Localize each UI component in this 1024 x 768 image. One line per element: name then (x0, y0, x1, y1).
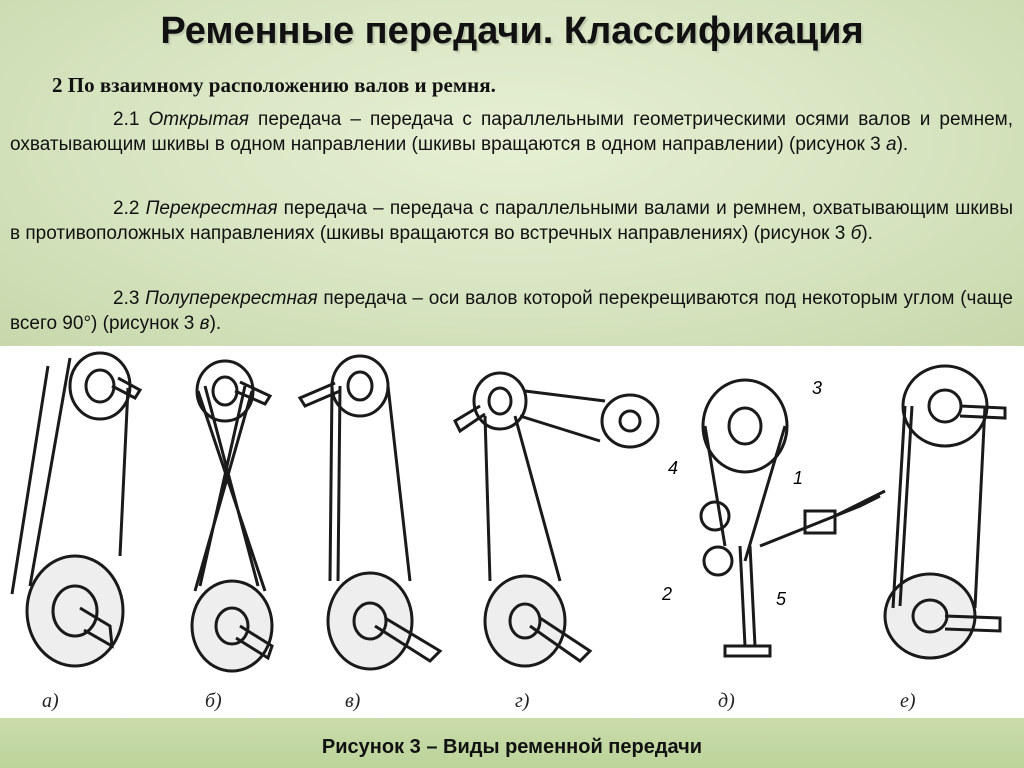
figure-label-g: г) (515, 690, 530, 712)
paragraph-end: ). (896, 134, 909, 155)
belt-drive-figure (0, 346, 1024, 718)
callout-3: 3 (812, 378, 823, 398)
paragraph-number: 2.3 (113, 288, 140, 309)
callout-5: 5 (776, 589, 787, 609)
paragraph-number: 2.1 (113, 109, 140, 130)
paragraph-text: передача – передача с параллельными геометрическими осями валов и ремнем, охватывающим шкивы в одном направлении (шкивы вращаются в одном направлении) (рисунок 3 (10, 109, 1013, 155)
diagram-crossed-drive (192, 361, 272, 671)
paragraph-crossed-drive (10, 196, 1013, 246)
paragraph-end: ). (209, 313, 222, 334)
callout-1: 1 (793, 468, 804, 488)
slide-title: Ременные передачи. Классификация (160, 10, 864, 52)
figure-label-b: б) (205, 690, 222, 712)
paragraph-term: Открытая (148, 109, 249, 130)
paragraph-open-drive (10, 107, 1013, 157)
paragraph-term: Перекрестная (145, 198, 278, 219)
diagram-open-drive (12, 353, 140, 666)
paragraph-end: ). (861, 223, 873, 244)
figure-label-v: в) (345, 690, 361, 712)
diagram-half-crossed-drive (300, 356, 440, 669)
figure-label-d: д) (718, 690, 735, 712)
figure-reference: в (199, 313, 210, 334)
paragraph-number: 2.2 (113, 198, 140, 219)
diagram-guide-pulley-drive (701, 380, 885, 656)
paragraph-term: Полуперекрестная (145, 288, 318, 309)
callout-4: 4 (668, 458, 679, 478)
figure-caption: Рисунок 3 – Виды ременной передачи (321, 736, 703, 758)
figure-reference: а (886, 134, 897, 155)
figure-label-e: е) (900, 690, 916, 712)
paragraph-text: передача – передача с параллельными валами и ремнем, охватывающим шкивы в противоположных направлениях (шкивы вращаются во встречных направлениях) (рисунок 3 (10, 198, 1013, 244)
diagram-angled-drive (455, 373, 658, 666)
figure-reference: б (850, 223, 862, 244)
paragraph-text: передача – оси валов которой перекрещиваются под некоторым углом (чаще всего 90°) (рисунок 3 (10, 288, 1013, 334)
callout-2: 2 (662, 584, 673, 604)
section-subheading: 2 По взаимному расположению валов и ремня. (52, 73, 496, 97)
diagram-vertical-drive (885, 366, 1005, 658)
paragraph-half-crossed-drive (10, 286, 1013, 336)
figure-label-a: а) (42, 690, 59, 712)
